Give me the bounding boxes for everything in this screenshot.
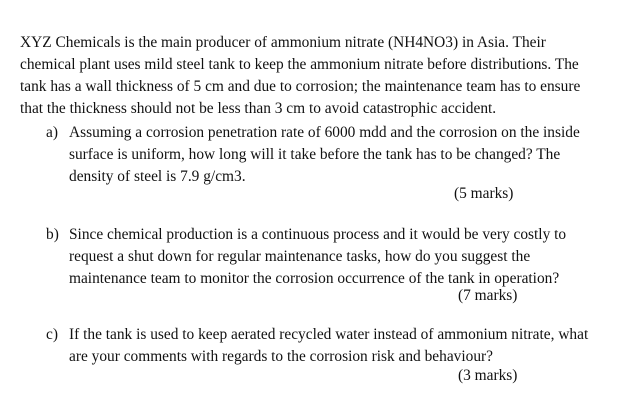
marks-label: (3 marks) [458,367,518,384]
question-line: Since chemical production is a continuous process and it would be very costly to [69,226,567,243]
marks-label: (5 marks) [454,185,514,202]
question-line: Assuming a corrosion penetration rate of 6000 mdd and the corrosion on the inside [69,124,580,141]
intro-line: that the thickness should not be less than 3 cm to avoid catastrophic accident. [20,100,497,117]
intro-line: tank has a wall thickness of 5 cm and due to corrosion; the maintenance team has to ensure [20,78,581,95]
question-label: c) [46,326,58,343]
question-line: surface is uniform, how long will it take before the tank has to be changed? The [69,146,561,163]
question-line: If the tank is used to keep aerated recycled water instead of ammonium nitrate, what [69,326,589,343]
intro-line: chemical plant uses mild steel tank to keep the ammonium nitrate before distributions. The [20,56,579,73]
marks-label: (7 marks) [458,287,518,304]
question-line: maintenance team to monitor the corrosion occurrence of the tank in operation? [69,270,560,287]
intro-line: XYZ Chemicals is the main producer of ammonium nitrate (NH4NO3) in Asia. Their [20,34,546,51]
question-label: a) [46,124,58,141]
question-line: are your comments with regards to the corrosion risk and behaviour? [69,348,493,365]
question-line: request a shut down for regular maintenance tasks, how do you suggest the [69,248,531,265]
question-label: b) [46,226,59,243]
question-line: density of steel is 7.9 g/cm3. [69,168,246,185]
